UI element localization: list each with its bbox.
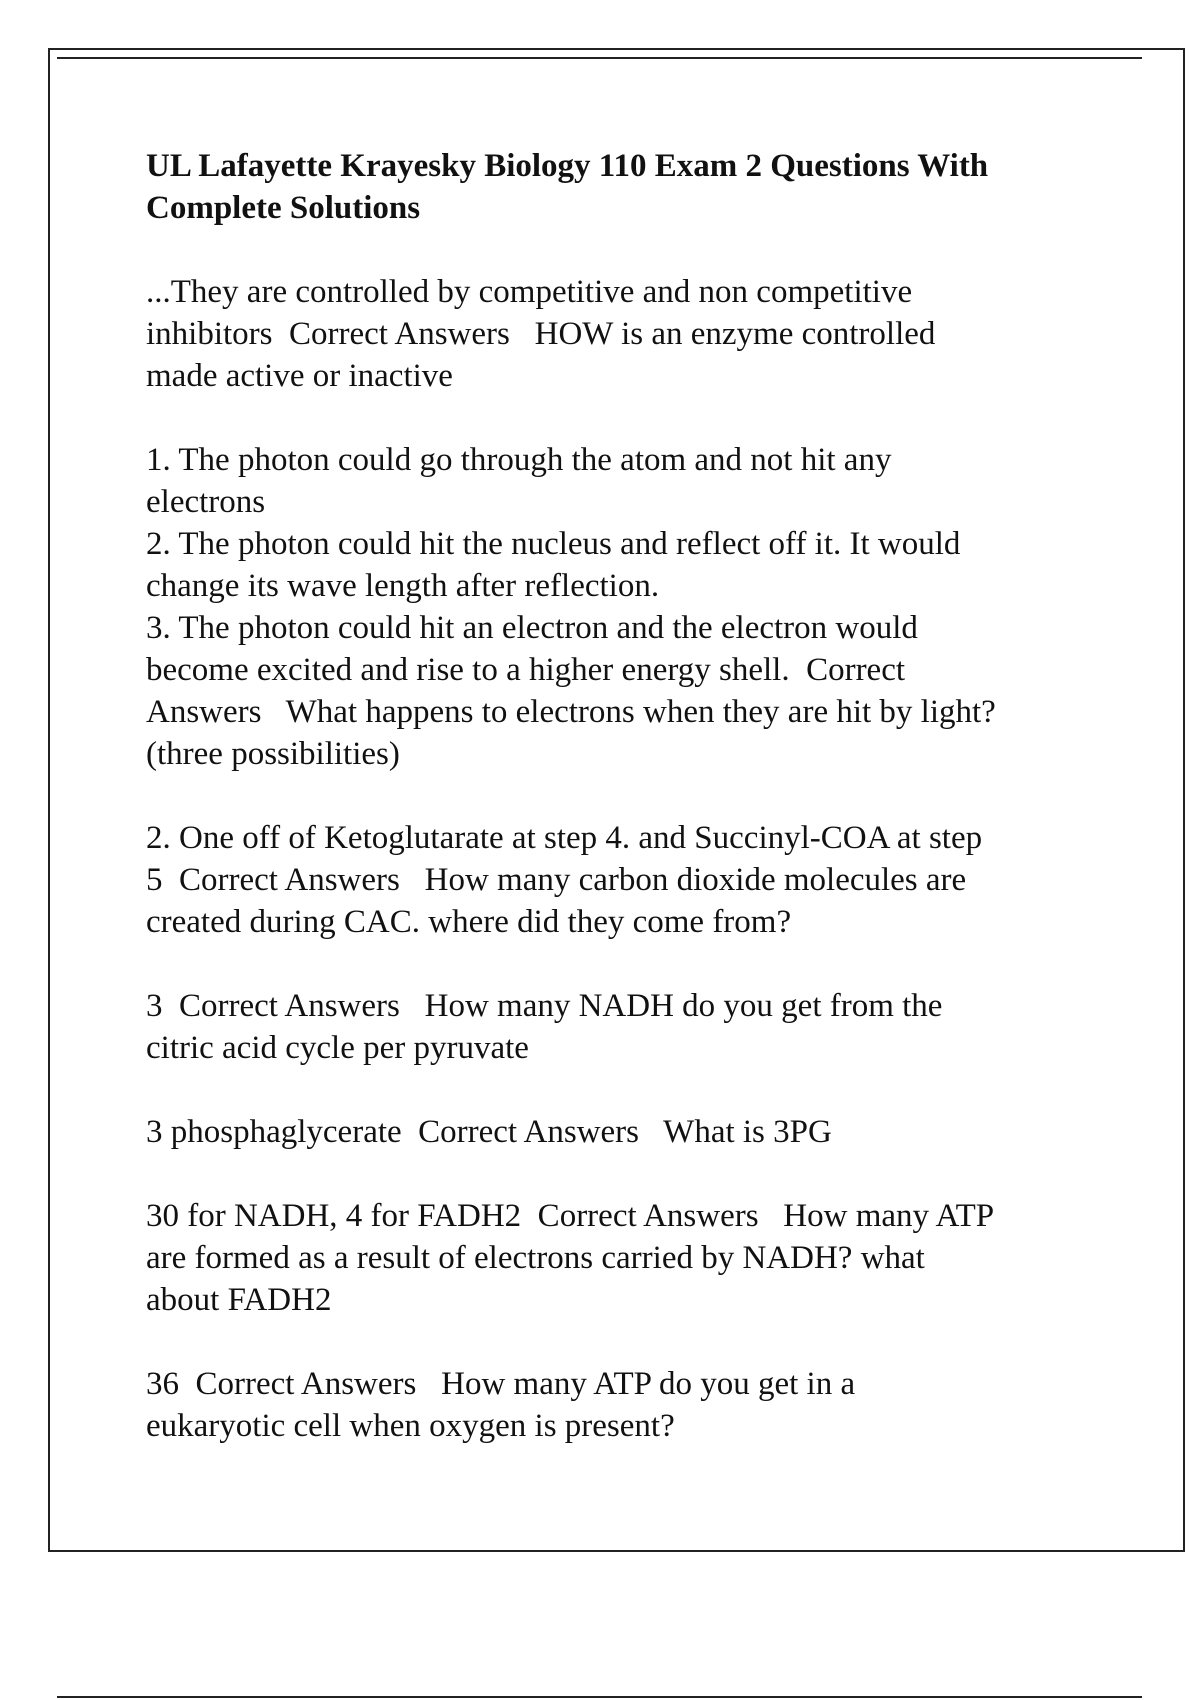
qa-item-atp-eukaryotic [146,1363,1106,1447]
title-line: Complete Solutions [146,190,421,226]
qa-line: become excited and rise to a higher energy shell. Correct [146,652,906,688]
footer-rule [57,1696,1142,1698]
qa-line: 3. The photon could hit an electron and the electron would [146,610,918,646]
qa-item-enzyme-control [146,271,1106,397]
qa-line: citric acid cycle per pyruvate [146,1030,529,1066]
document-body [146,145,1106,1447]
qa-item-3pg [146,1111,1106,1153]
qa-line: created during CAC. where did they come from? [146,904,792,940]
qa-line: 3 phosphaglycerate Correct Answers What is 3PG [146,1114,832,1150]
qa-line: 5 Correct Answers How many carbon dioxide molecules are [146,862,967,898]
qa-line: 2. The photon could hit the nucleus and reflect off it. It would [146,526,961,562]
qa-item-nadh-per-pyruvate [146,985,1106,1069]
qa-line: about FADH2 [146,1282,332,1318]
qa-line: Answers What happens to electrons when they are hit by light? [146,694,996,730]
qa-line: 3 Correct Answers How many NADH do you get from the [146,988,943,1024]
header-rule [57,57,1142,59]
qa-line: 1. The photon could go through the atom and not hit any [146,442,892,478]
qa-line: change its wave length after reflection. [146,568,660,604]
qa-item-atp-nadh-fadh2 [146,1195,1106,1321]
qa-line: (three possibilities) [146,736,400,772]
qa-line: made active or inactive [146,358,453,394]
document-title [146,145,1106,229]
qa-line: eukaryotic cell when oxygen is present? [146,1408,675,1444]
qa-line: inhibitors Correct Answers HOW is an enzyme controlled [146,316,936,352]
qa-line: are formed as a result of electrons carried by NADH? what [146,1240,925,1276]
title-line: UL Lafayette Krayesky Biology 110 Exam 2 Questions With [146,148,989,184]
qa-line: electrons [146,484,266,520]
qa-line: 36 Correct Answers How many ATP do you get in a [146,1366,856,1402]
qa-item-photon-electrons [146,439,1106,775]
qa-line: 30 for NADH, 4 for FADH2 Correct Answers How many ATP [146,1198,995,1234]
qa-line: ...They are controlled by competitive and non competitive [146,274,913,310]
qa-line: 2. One off of Ketoglutarate at step 4. and Succinyl-COA at step [146,820,983,856]
qa-item-co2-cac [146,817,1106,943]
